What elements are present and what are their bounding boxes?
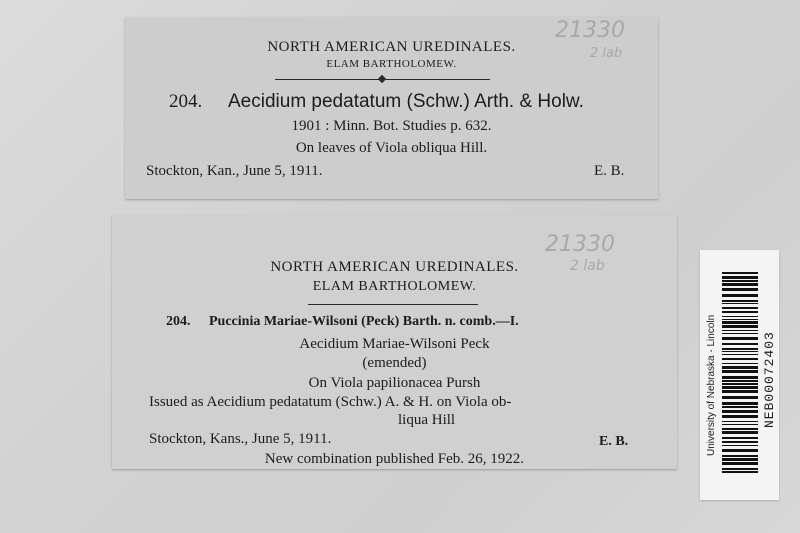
barcode-bar <box>722 386 758 389</box>
barcode-bar <box>722 421 758 422</box>
label-subheader: ELAM BARTHOLOMEW. <box>312 279 477 294</box>
barcode-bar <box>722 343 758 345</box>
host-info: On leaves of Viola obliqua Hill. <box>295 140 488 156</box>
barcode-bar <box>722 437 758 439</box>
barcode-bar <box>722 319 758 320</box>
barcode-bar <box>722 383 758 385</box>
barcode-bar <box>722 376 758 379</box>
barcode-bar <box>722 311 758 313</box>
barcode-bar <box>722 415 758 418</box>
barcode-bar <box>722 325 758 328</box>
barcode-bar <box>722 428 758 430</box>
barcode-bar <box>722 424 758 425</box>
barcode-bar <box>722 402 758 405</box>
barcode-bar <box>722 354 758 355</box>
issued-as-line2: liqua Hill <box>398 412 456 428</box>
barcode-bar <box>722 441 758 443</box>
handwritten-note: 2 lab <box>590 46 623 61</box>
label-header: NORTH AMERICAN UREDINALES. <box>267 39 516 55</box>
label-number: 204. <box>166 314 191 329</box>
barcode-bar <box>722 363 758 364</box>
locality-date: Stockton, Kan., June 5, 1911. <box>146 163 323 179</box>
barcode-bar <box>722 396 758 399</box>
divider-ornament <box>378 75 386 83</box>
citation: 1901 : Minn. Bot. Studies p. 632. <box>291 118 492 134</box>
barcode-bar <box>722 462 758 465</box>
collector-initials: E. B. <box>599 434 629 449</box>
barcode-bar <box>722 406 758 408</box>
barcode-bar <box>722 316 758 317</box>
barcode-bar <box>722 390 758 393</box>
barcode-bar <box>722 471 758 473</box>
barcode-label <box>700 250 779 500</box>
collector-initials: E. B. <box>594 163 625 179</box>
institution-name: University of Nebraska - Lincoln <box>706 314 717 456</box>
barcode-bar <box>722 283 758 286</box>
divider-rule <box>308 304 478 305</box>
label-header: NORTH AMERICAN UREDINALES. <box>270 259 519 275</box>
barcode-bar <box>722 445 758 446</box>
barcode-bar <box>722 330 758 331</box>
barcode-bar <box>722 468 758 470</box>
barcode-bar <box>722 303 758 304</box>
species-name: Aecidium pedatatum (Schw.) Arth. & Holw. <box>228 91 584 112</box>
synonym: Aecidium Mariae-Wilsoni Peck <box>299 336 490 352</box>
barcode-bar <box>722 458 758 461</box>
barcode-bar <box>722 449 758 452</box>
emended-note: (emended) <box>362 355 427 371</box>
barcode-graphic <box>722 270 758 476</box>
barcode-bar <box>722 294 758 297</box>
locality-date: Stockton, Kans., June 5, 1911. <box>149 431 332 447</box>
label-subheader: ELAM BARTHOLOMEW. <box>326 58 457 70</box>
handwritten-accession-number: 21330 <box>555 18 625 43</box>
barcode-bar <box>722 321 758 324</box>
barcode-bar <box>722 337 758 340</box>
host-info: On Viola papilionacea Pursh <box>308 375 481 391</box>
barcode-bar <box>722 276 758 279</box>
barcode-bar <box>722 307 758 309</box>
issued-as-line1: Issued as Aecidium pedatatum (Schw.) A. & H. on Viola ob- <box>149 394 512 410</box>
label-number: 204. <box>169 91 203 112</box>
barcode-bar <box>722 380 758 382</box>
barcode-bar <box>722 351 758 352</box>
barcode-bar <box>722 358 758 360</box>
barcode-bar <box>722 348 758 350</box>
combination-note: New combination published Feb. 26, 1922. <box>264 451 525 467</box>
barcode-bar <box>722 280 758 282</box>
barcode-bar <box>722 333 758 334</box>
barcode-bar <box>722 300 758 302</box>
handwritten-accession-number: 21330 <box>545 232 615 257</box>
barcode-number: NEB00072403 <box>762 331 777 428</box>
barcode-bar <box>722 370 758 373</box>
barcode-bar <box>722 455 758 457</box>
barcode-bar <box>722 272 758 274</box>
barcode-bar <box>722 410 758 413</box>
barcode-bar <box>722 366 758 369</box>
specimen-label-top <box>125 17 658 199</box>
barcode-bar <box>722 431 758 434</box>
barcode-bar <box>722 288 758 291</box>
handwritten-note: 2 lab <box>570 258 605 274</box>
species-name: Puccinia Mariae-Wilsoni (Peck) Barth. n. comb.—I. <box>209 314 519 329</box>
